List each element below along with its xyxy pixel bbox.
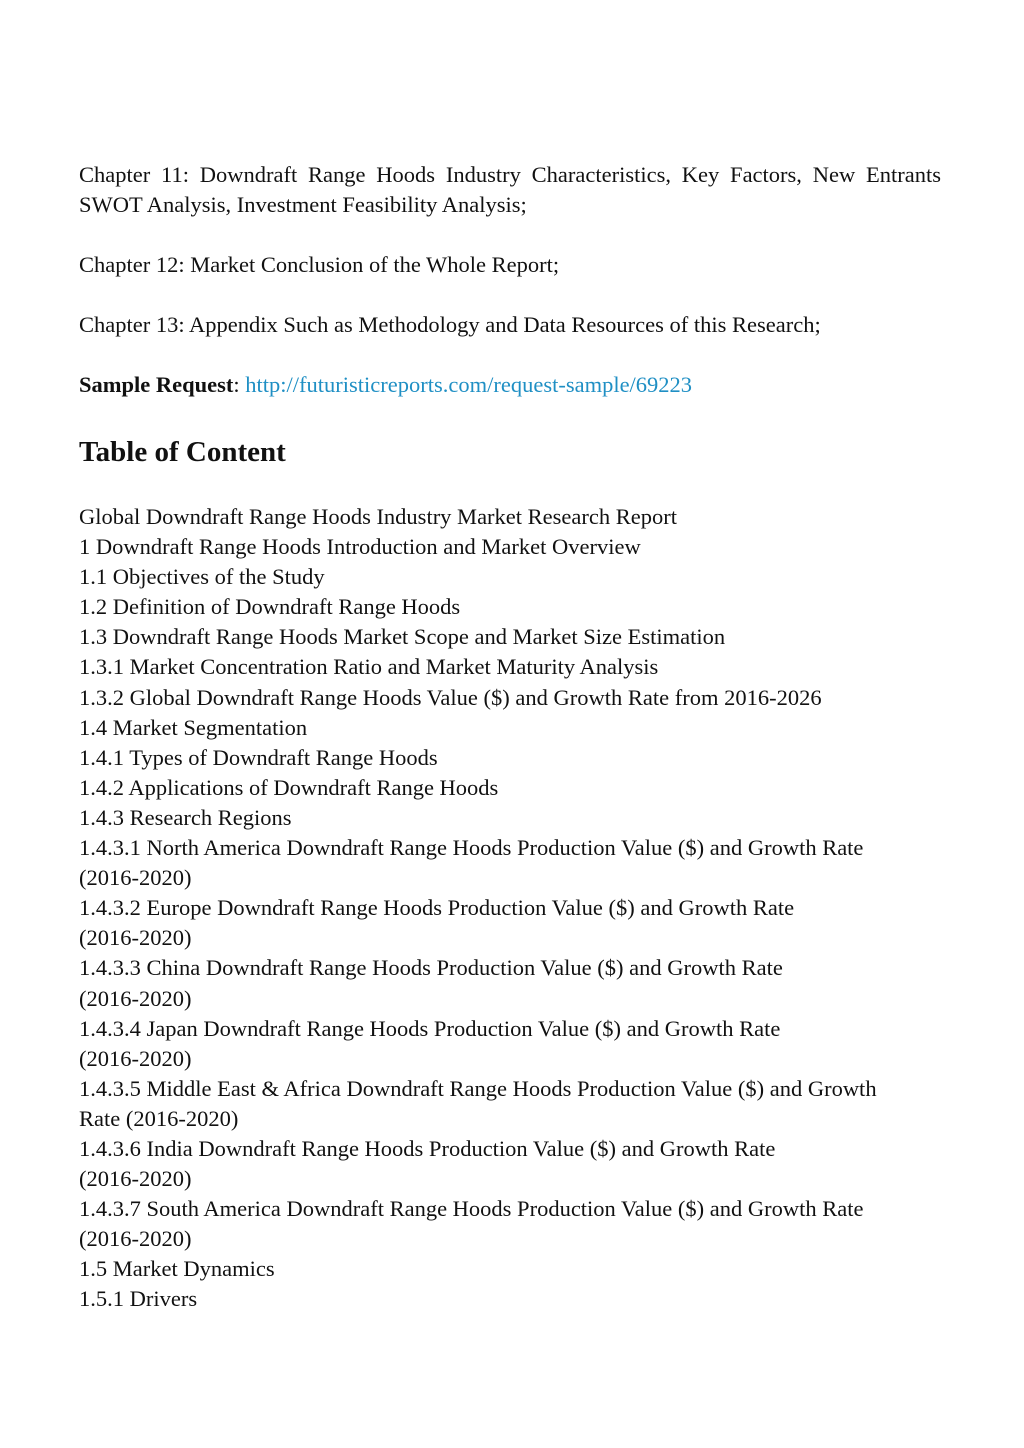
toc-heading: Table of Content bbox=[79, 436, 286, 468]
toc-item: 1.4.1 Types of Downdraft Range Hoods bbox=[79, 744, 438, 770]
toc-item: 1.2 Definition of Downdraft Range Hoods bbox=[79, 594, 461, 620]
chapter-12-text: Chapter 12: Market Conclusion of the Whole Report; bbox=[79, 252, 560, 277]
toc-item: 1.4.3.2 Europe Downdraft Range Hoods Production Value ($) and Growth Rate bbox=[79, 895, 795, 921]
toc-item: 1.3.2 Global Downdraft Range Hoods Value ($) and Growth Rate from 2016-2026 bbox=[79, 684, 822, 710]
toc-item: 1.4.3.4 Japan Downdraft Range Hoods Production Value ($) and Growth Rate bbox=[79, 1015, 781, 1041]
sample-request-line bbox=[79, 370, 941, 400]
sample-request-label: Sample Request bbox=[79, 372, 234, 397]
toc-item: Rate (2016-2020) bbox=[79, 1105, 239, 1131]
toc-item: (2016-2020) bbox=[79, 925, 192, 951]
chapter-11-text: Chapter 11: Downdraft Range Hoods Industry Characteristics, Key Factors, New Entrants SWOT Analysis, Investment Feasibility Analysis; bbox=[79, 162, 941, 217]
toc-item: 1 Downdraft Range Hoods Introduction and Market Overview bbox=[79, 534, 641, 560]
sample-request-link[interactable]: http://futuristicreports.com/request-sample/69223 bbox=[245, 372, 693, 397]
toc-item: 1.5.1 Drivers bbox=[79, 1286, 198, 1312]
toc-item: 1.5 Market Dynamics bbox=[79, 1256, 275, 1282]
document-page bbox=[79, 160, 941, 1315]
toc-item: 1.3 Downdraft Range Hoods Market Scope and Market Size Estimation bbox=[79, 624, 726, 650]
toc-item: (2016-2020) bbox=[79, 1045, 192, 1071]
toc-item: (2016-2020) bbox=[79, 1166, 192, 1192]
toc-item: (2016-2020) bbox=[79, 985, 192, 1011]
toc-item: 1.4.3.7 South America Downdraft Range Hoods Production Value ($) and Growth Rate bbox=[79, 1196, 864, 1222]
toc-item: 1.4 Market Segmentation bbox=[79, 714, 308, 740]
toc-item: (2016-2020) bbox=[79, 865, 192, 891]
sample-request-separator: : bbox=[233, 372, 246, 397]
toc-item: 1.4.3.1 North America Downdraft Range Hoods Production Value ($) and Growth Rate bbox=[79, 835, 864, 861]
toc-item: 1.4.3.3 China Downdraft Range Hoods Production Value ($) and Growth Rate bbox=[79, 955, 783, 981]
chapter-13-text: Chapter 13: Appendix Such as Methodology and Data Resources of this Research; bbox=[79, 312, 821, 337]
toc-item: (2016-2020) bbox=[79, 1226, 192, 1252]
toc-item: 1.1 Objectives of the Study bbox=[79, 564, 325, 590]
toc-item: 1.4.3.6 India Downdraft Range Hoods Production Value ($) and Growth Rate bbox=[79, 1135, 776, 1161]
toc-item: 1.4.3.5 Middle East & Africa Downdraft Range Hoods Production Value ($) and Growth bbox=[79, 1075, 877, 1101]
toc-list bbox=[79, 502, 941, 1315]
toc-item: Global Downdraft Range Hoods Industry Market Research Report bbox=[79, 504, 677, 529]
toc-item: 1.4.2 Applications of Downdraft Range Hoods bbox=[79, 774, 499, 800]
toc-item: 1.4.3 Research Regions bbox=[79, 804, 292, 830]
toc-item: 1.3.1 Market Concentration Ratio and Market Maturity Analysis bbox=[79, 654, 659, 680]
